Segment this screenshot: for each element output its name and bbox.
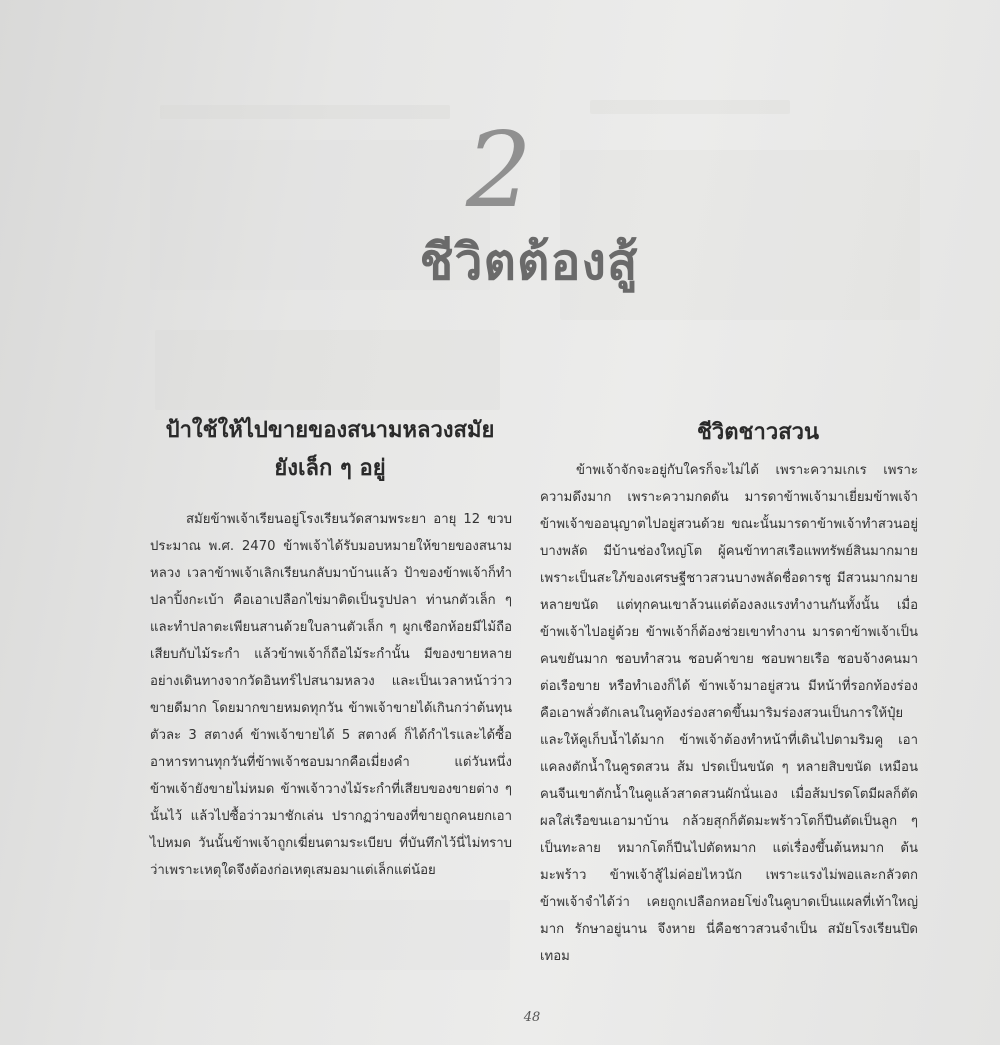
show-through-photo [155, 330, 500, 410]
show-through-text [160, 105, 450, 119]
show-through-text [590, 100, 790, 114]
chapter-title: ชีวิตต้องสู้ [419, 233, 639, 291]
left-section-title [150, 412, 510, 488]
page-number: 48 [523, 1010, 541, 1025]
show-through-text [150, 900, 510, 970]
left-section-body-text: สมัยข้าพเจ้าเรียนอยู่โรงเรียนวัดสามพระยา อายุ 12 ขวบ ประมาณ พ.ศ. 2470 ข้าพเจ้าได้รับมอบหมายให้ขายของสนามหลวง เวลาข้าพเจ้าเลิกเรียนกลับมาบ้านแล้ว ป้าของข้าพเจ้าก็ทำปลาปิ้งกะเบ้า คือเอาเปลือกไข่มาติดเป็นรูปปลา ท่านกตัวเล็ก ๆ และทำปลาตะเพียนสานด้วยใบลานตัวเล็ก ๆ ผูกเชือกห้อยมีไม้ถือเสียบกับไม้ระกำ แล้วข้าพเจ้าก็ถือไม้ระกำนั้น มีของขายหลายอย่างเดินทางจากวัดอินทร์ไปสนามหลวง และเป็นเวลาหน้าว่าวขายดีมาก โดยมากขายหมดทุกวัน ข้าพเจ้าขายได้เกินกว่าต้นทุนตัวละ 3 สตางค์ ข้าพเจ้าขายได้ 5 สตางค์ ก็ได้กำไรและได้ซื้ออาหารทานทุกวันที่ข้าพเจ้าชอบมากคือเมี่ยงคำ แต่วันหนึ่งข้าพเจ้ายังขายไม่หมด ข้าพเจ้าวางไม้ระกำที่เสียบของขายต่าง ๆ นั้นไว้ แล้วไปซื้อว่าวมาชักเล่น ปรากฏว่าของที่ขายถูกคนยกเอาไปหมด วันนั้นข้าพเจ้าถูกเฆี่ยนตามระเบียบ ที่บันทึกไว้นี่ไม่ทราบว่าเพราะเหตุใดจึงต้องก่อเหตุเสมอมาแต่เล็กแต่น้อย [150, 512, 512, 878]
right-section-body [540, 457, 918, 970]
left-section-title-line2: ยังเล็ก ๆ อยู่ [274, 456, 386, 481]
left-section-body [150, 506, 512, 884]
chapter-number: 2 [465, 109, 535, 231]
left-section-title-line1: ป้าใช้ให้ไปขายของสนามหลวงสมัย [165, 418, 495, 443]
right-section-body-text: ข้าพเจ้าจักจะอยู่กับใครก็จะไม่ได้ เพราะความเกเร เพราะความดึงมาก เพราะความกดดัน มารดาข้าพเจ้ามาเยี่ยมข้าพเจ้า ข้าพเจ้าขออนุญาตไปอยู่สวนด้วย ขณะนั้นมารดาข้าพเจ้าทำสวนอยู่บางพลัด มีบ้านช่องใหญ่โต ผู้คนข้าทาสเรือแพทรัพย์สินมากมาย เพราะเป็นสะใภ้ของเศรษฐีชาวสวนบางพลัดชื่อดารชู มีสวนมากมายหลายขนัด แต่ทุกคนเขาล้วนแต่ต้องลงแรงทำงานกันทั้งนั้น เมื่อข้าพเจ้าไปอยู่ด้วย ข้าพเจ้าก็ต้องช่วยเขาทำงาน มารดาข้าพเจ้าเป็นคนขยันมาก ชอบทำสวน ชอบค้าขาย ชอบพายเรือ ชอบจ้างคนมาต่อเรือขาย หรือทำเองก็ได้ ข้าพเจ้ามาอยู่สวน มีหน้าที่รอกท้องร่อง คือเอาพลั่วตักเลนในคูท้องร่องสาดขึ้นมาริมร่องสวนเป็นการให้ปุ๋ย และให้คูเก็บน้ำได้มาก ข้าพเจ้าต้องทำหน้าที่เดินไปตามริมคู เอาแคลงตักน้ำในคูรดสวน ส้ม ปรดเป็นขนัด ๆ หลายสิบขนัด เหมือนคนจีนเขาตักน้ำในคูแล้วสาดสวนผักนั่นเอง เมื่อส้มปรดโตมีผลก็ตัดผลใส่เรือขนเอามาบ้าน กล้วยสุกก็ตัดมะพร้าวโตก็ปีนตัดเป็นลูก ๆ เป็นทะลาย หมากโตก็ปีนไปตัดหมาก แต่เรื่องขึ้นต้นหมาก ต้นมะพร้าว ข้าพเจ้าสู้ไม่ค่อยไหวนัก เพราะแรงไม่พอและกลัวตก ข้าพเจ้าจำได้ว่า เคยถูกเปลือกหอยโข่งในคูบาดเป็นแผลที่เท้าใหญ่มาก รักษาอยู่นาน จึงหาย นี่คือชาวสวนจำเป็น สมัยโรงเรียนปิดเทอม [540, 463, 918, 964]
right-section-title: ชีวิตชาวสวน [696, 420, 820, 445]
